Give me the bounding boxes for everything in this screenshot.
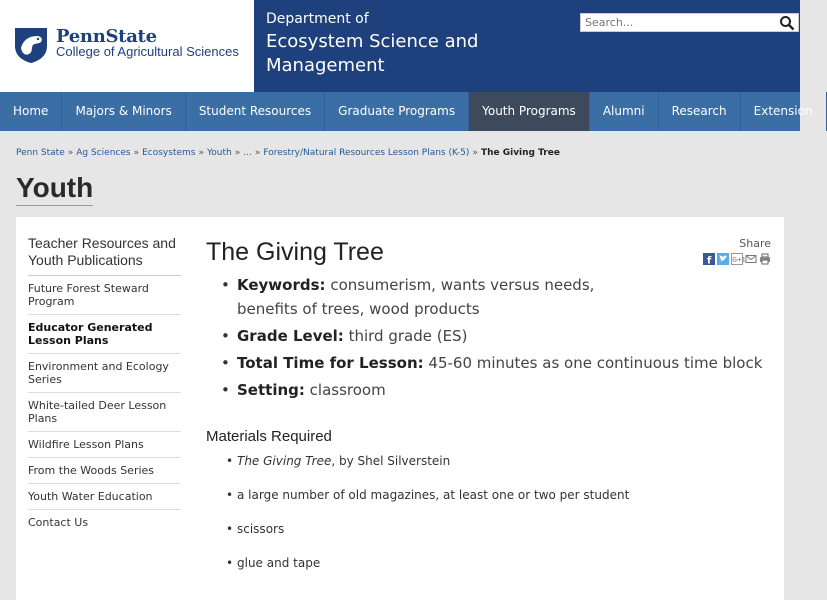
email-icon[interactable] [745, 253, 757, 265]
nav-item-graduate-programs[interactable]: Graduate Programs [325, 92, 469, 131]
detail-label: Keywords: [237, 276, 326, 294]
main-nav [0, 92, 813, 131]
material-item [206, 487, 771, 503]
svg-text:G+1: G+1 [732, 256, 746, 264]
materials-list [206, 453, 771, 571]
nav-item-extension[interactable]: Extension [741, 92, 827, 131]
nav-item-youth-programs[interactable]: Youth Programs [469, 92, 590, 131]
breadcrumb-link-ecosystems[interactable]: Ecosystems [142, 148, 196, 158]
article [206, 237, 771, 589]
sidebar-item-from-the-woods[interactable]: From the Woods Series [28, 458, 181, 484]
nittany-lion-shield-icon [13, 26, 49, 64]
material-item [206, 555, 771, 571]
share-widget [703, 237, 771, 265]
nav-item-alumni[interactable]: Alumni [590, 92, 659, 131]
material-text: a large number of old magazines, at least one or two per student [237, 488, 630, 502]
breadcrumb-current: The Giving Tree [480, 148, 560, 158]
lesson-details-list [206, 273, 771, 402]
sidebar-item-educator-lesson-plans[interactable]: Educator Generated Lesson Plans [28, 315, 181, 354]
detail-total-time [206, 351, 771, 375]
breadcrumb-ellipsis[interactable]: ... [243, 148, 252, 158]
nav-item-home[interactable]: Home [0, 92, 62, 131]
breadcrumb [16, 148, 560, 158]
logo-link[interactable] [0, 0, 254, 92]
google-plus-icon[interactable] [731, 253, 746, 265]
detail-grade-level [206, 324, 771, 348]
breadcrumb-separator: » [234, 148, 241, 158]
sidebar [28, 235, 181, 535]
search-box [580, 13, 799, 32]
detail-label: Grade Level: [237, 327, 344, 345]
detail-keywords [206, 273, 771, 321]
sidebar-item-wildfire-lesson-plans[interactable]: Wildfire Lesson Plans [28, 432, 181, 458]
print-icon[interactable] [759, 253, 771, 265]
site-header [0, 0, 800, 92]
breadcrumb-separator: » [133, 148, 140, 158]
facebook-icon[interactable] [703, 253, 715, 265]
breadcrumb-separator: » [67, 148, 74, 158]
material-book-title: The Giving Tree [237, 454, 332, 468]
sidebar-item-future-forest-steward[interactable]: Future Forest Steward Program [28, 276, 181, 315]
breadcrumb-link-youth[interactable]: Youth [206, 148, 232, 158]
search-icon[interactable] [779, 15, 795, 31]
breadcrumb-separator: » [472, 148, 478, 158]
sidebar-item-youth-water-education[interactable]: Youth Water Education [28, 484, 181, 510]
materials-heading: Materials Required [206, 428, 332, 445]
share-label: Share [739, 237, 771, 250]
material-text: glue and tape [237, 556, 321, 570]
detail-value: third grade (ES) [348, 327, 468, 345]
logo-wordmark: PennState [56, 26, 157, 47]
detail-label: Setting: [237, 381, 305, 399]
search-input[interactable] [585, 15, 775, 30]
sidebar-item-environment-ecology[interactable]: Environment and Ecology Series [28, 354, 181, 393]
nav-item-student-resources[interactable]: Student Resources [186, 92, 325, 131]
breadcrumb-separator: » [254, 148, 261, 158]
breadcrumb-link-ag-sciences[interactable]: Ag Sciences [76, 148, 131, 158]
twitter-icon[interactable] [717, 253, 729, 265]
sidebar-item-deer-lesson-plans[interactable]: White-tailed Deer Lesson Plans [28, 393, 181, 432]
detail-label: Total Time for Lesson: [237, 354, 424, 372]
detail-value: consumerism, wants versus needs, benefits of trees, wood products [237, 276, 595, 318]
material-text: scissors [237, 522, 285, 536]
material-item [206, 521, 771, 537]
material-item [206, 453, 771, 469]
detail-value: classroom [309, 381, 386, 399]
logo-college-name: College of Agricultural Sciences [56, 44, 239, 59]
material-text: , by Shel Silverstein [331, 454, 451, 468]
detail-setting [206, 378, 771, 402]
breadcrumb-link-penn-state[interactable]: Penn State [16, 148, 65, 158]
breadcrumb-separator: » [198, 148, 204, 158]
sidebar-heading[interactable]: Teacher Resources and Youth Publications [28, 235, 181, 276]
department-prefix: Department of [266, 11, 369, 27]
share-icons [703, 253, 771, 265]
sidebar-item-contact-us[interactable]: Contact Us [28, 516, 89, 529]
detail-value: 45-60 minutes as one continuous time block [428, 354, 763, 372]
nav-item-majors-minors[interactable]: Majors & Minors [62, 92, 185, 131]
nav-item-research[interactable]: Research [659, 92, 741, 131]
content-panel [16, 217, 784, 600]
department-name[interactable]: Ecosystem Science and Management [266, 31, 479, 76]
page-title: Youth [16, 172, 93, 206]
svg-text:f: f [707, 255, 712, 267]
breadcrumb-link-lesson-plans[interactable]: Forestry/Natural Resources Lesson Plans (K-5) [263, 148, 470, 158]
article-title: The Giving Tree [206, 238, 384, 266]
